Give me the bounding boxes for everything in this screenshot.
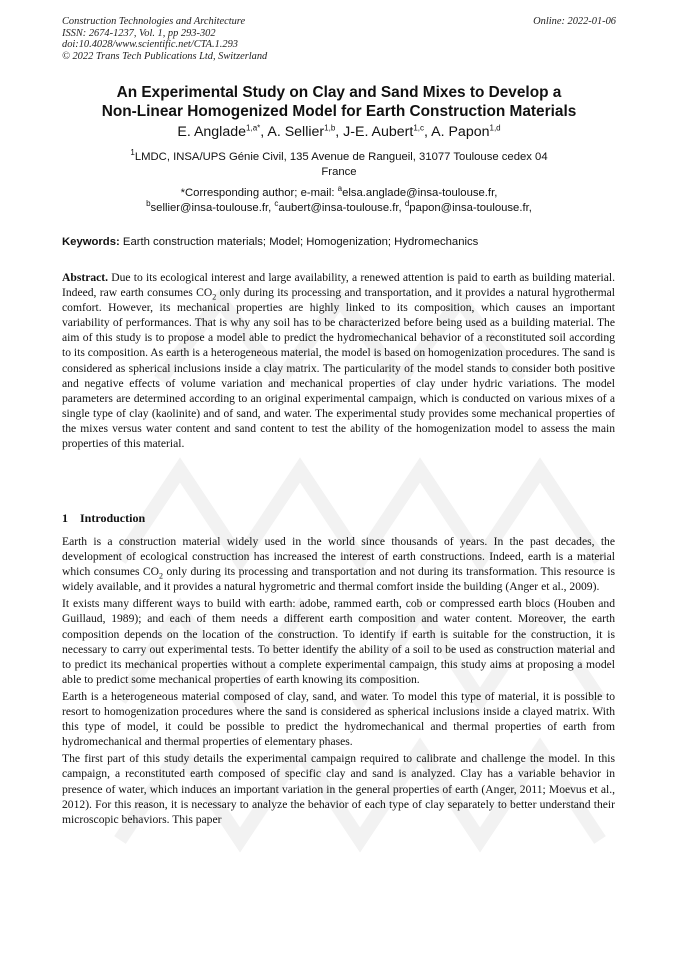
- online-date: Online: 2022-01-06: [533, 16, 616, 27]
- introduction-body: [62, 534, 615, 829]
- paper-title: [40, 83, 638, 121]
- email-link[interactable]: aubert@insa-toulouse.fr: [278, 201, 399, 214]
- email-link[interactable]: sellier@insa-toulouse.fr: [150, 201, 269, 214]
- keywords-text: Earth construction materials; Model; Homogenization; Hydromechanics: [119, 236, 479, 248]
- corresponding-prefix: *Corresponding author; e-mail:: [180, 187, 338, 199]
- paragraph: Earth is a construction material widely used in the world since thousands of years. In the past decades, the development of ecological construction has increased the interest of earth constructions. Indeed, earth is a material which consumes $CO_2$ only during its processing and transportation and not during its transformation. This resource is widely available, and it provides a natural hygrometric and thermal comfort inside the building (Anger et al., 2009).: [62, 535, 615, 594]
- author: A. Papon$^{1,d}$: [431, 123, 501, 140]
- journal-copyright: © 2022 Trans Tech Publications Ltd, Switzerland: [62, 50, 268, 62]
- abstract-label: Abstract.: [62, 271, 109, 284]
- journal-issn: ISSN: 2674-1237, Vol. 1, pp 293-302: [62, 27, 216, 39]
- author: J-E. Aubert$^{1,c}$,: [343, 123, 432, 140]
- section-number: 1: [62, 511, 68, 525]
- journal-info: [62, 16, 267, 62]
- section-heading-introduction: [62, 511, 145, 526]
- email-link[interactable]: elsa.anglade@insa-toulouse.fr: [342, 187, 495, 199]
- keywords: [62, 235, 618, 249]
- title-line-2: Non-Linear Homogenized Model for Earth Construction Materials: [101, 103, 577, 120]
- author: E. Anglade$^{1,a*}$,: [177, 123, 268, 140]
- affiliation-line-2: France: [321, 166, 357, 178]
- corresponding-author: *Corresponding author; e-mail: $^a$elsa.anglade@insa-toulouse.fr, $^b$sellier@insa-toulouse.fr, $^c$aubert@insa-toulouse.fr, $^d$papon@insa-toulouse.fr,: [146, 184, 532, 214]
- author: A. Sellier$^{1,b}$,: [267, 123, 344, 140]
- journal-name: Construction Technologies and Architecture: [62, 16, 246, 27]
- paragraph: Earth is a heterogeneous material composed of clay, sand, and water. To model this type of material, it is possible to resort to homogenization procedures where the sand is considered as spherical inclusions inside a clayed matrix. With this type of model, it could be possible to predict the hydromechanical and thermal properties of earth from hydromechanical and thermal properties of elementary phases.: [62, 689, 615, 749]
- affiliation: [60, 150, 618, 180]
- email-link[interactable]: papon@insa-toulouse.fr: [409, 201, 529, 214]
- abstract: Abstract. Due to its ecological interest and large availability, a renewed attention is paid to earth as building material. Indeed, raw earth consumes $CO_2$ only during its processing and transportation, and it provides a natural hygrothermal comfort. However, its mechanical properties are highly linked to its composition, which causes an important variability of performances. That is why any soil has to be characterized before being used as a building material. The aim of this study is to propose a model able to predict the hydromechanical behavior of a reconstituted soil according to its composition. As earth is a heterogeneous material, the model is based on homogenization procedures. The sand is considered as spherical inclusions inside a clay matrix. The particularity of the model stands to consider both positive and negative effects of volume variation and mechanical properties of clay under hydric variations. The model parameters are determined according to an original experimental campaign, which is conducted on various mixes of a single type of clay (kaolinite) and of sand, and water. The experimental study provides some mechanical properties of the mixes versus water content and sand content to test the ability of the homogenization model to assess the main properties of this material.: [62, 271, 615, 451]
- affiliation-marker: 1: [130, 148, 135, 158]
- paragraph: It exists many different ways to build with earth: adobe, rammed earth, cob or compressed earth blocs (Houben and Guillaud, 1989); and each of them needs a different earth composition and water content. Moreover, the earth composition depends on the location of the construction. To identify if earth is suitable for the construction, it is necessary to carry out experimental tests. To better identify the ability of a soil to be used as construction material and to predict its mechanical properties without a complete experimental campaign, this study aims at proposing a model able to predict some mechanical properties of earth knowing its composition.: [62, 597, 615, 686]
- author-list: [40, 123, 638, 141]
- affiliation-line-1: LMDC, INSA/UPS Génie Civil, 135 Avenue de Rangueil, 31077 Toulouse cedex 04: [134, 151, 548, 163]
- section-title: Introduction: [80, 511, 146, 525]
- keywords-label: Keywords:: [62, 236, 120, 248]
- title-line-1: An Experimental Study on Clay and Sand Mixes to Develop a: [116, 84, 562, 101]
- paragraph: The first part of this study details the experimental campaign required to calibrate and challenge the model. In this campaign, a reconstituted earth composed of specific clay and sand is analyzed. Clay has a variable behavior in presence of water, which induces an important variation in the general properties of earth (Anger, 2011; Moevus et al., 2012). For this reason, it is necessary to analyze the behavior of each type of clay separately to better understand their microscopic behaviors. This paper: [62, 752, 615, 826]
- journal-doi[interactable]: doi:10.4028/www.scientific.net/CTA.1.293: [62, 39, 238, 51]
